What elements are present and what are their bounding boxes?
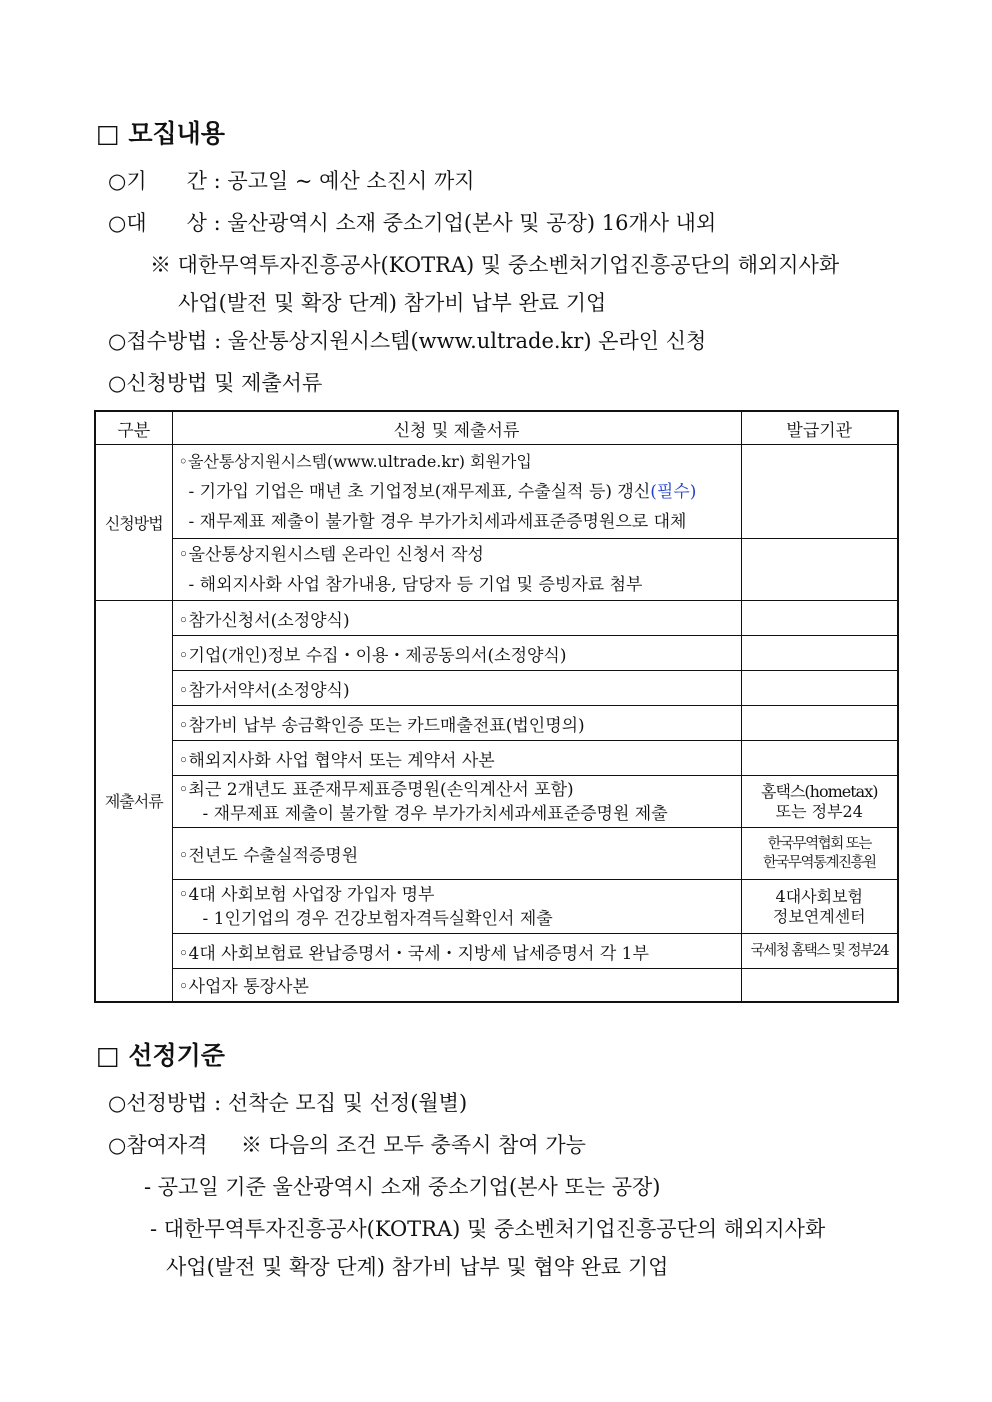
target-line: ○대 상 : 울산광역시 소재 중소기업(본사 및 공장) 16개사 내외: [108, 211, 717, 235]
apply-row-online: ◦울산통상지원시스템 온라인 신청서 작성: [178, 544, 484, 565]
header-documents: 신청 및 제출서류: [172, 411, 741, 445]
issuer-4insure-center: 정보연계센터: [772, 906, 866, 926]
note-line-1: ※ 대한무역투자진흥공사(KOTRA) 및 중소벤처기업진흥공단의 해외지사화: [150, 253, 840, 277]
submit-issuer-4: [741, 706, 898, 741]
apply-row-attach: - 해외지사화 사업 참가내용, 담당자 등 기업 및 증빙자료 첨부: [188, 574, 643, 595]
header-issuer: 발급기관: [741, 411, 898, 445]
section-criteria-title: □ 선정기준: [96, 1041, 225, 1070]
submit-issuer-export: [741, 828, 898, 880]
submit-issuer-tax: 국세청 홈택스 및 정부24: [741, 934, 898, 969]
apply-row-replace: - 재무제표 제출이 불가할 경우 부가가치세과세표준증명원으로 대체: [188, 511, 687, 532]
issuer-kita: 한국무역협회 또는: [767, 835, 871, 852]
submit-row-application: ◦참가신청서(소정양식): [172, 601, 741, 636]
apply-row-register: ◦울산통상지원시스템(www.ultrade.kr) 회원가입: [178, 451, 532, 471]
period-line: ○기 간 : 공고일 ~ 예산 소진시 까지: [108, 169, 475, 193]
header-category: 구분: [95, 411, 172, 445]
submit-row-tax: ◦4대 사회보험료 완납증명서・국세・지방세 납세증명서 각 1부: [172, 934, 741, 969]
submit-issuer-5: [741, 741, 898, 776]
submit-row-financial-alt: - 재무제표 제출이 불가할 경우 부가가치세과세표준증명원 제출: [202, 803, 668, 824]
selection-method-line: ○선정방법 : 선착순 모집 및 선정(월별): [108, 1091, 468, 1115]
submit-issuer-2: [741, 636, 898, 671]
submit-row-insurance-alt: - 1인기업의 경우 건강보험자격득실확인서 제출: [202, 908, 553, 929]
submit-row-bankbook: ◦사업자 통장사본: [172, 969, 741, 1002]
submit-row-agreement: ◦해외지사화 사업 협약서 또는 계약서 사본: [172, 741, 741, 776]
section-recruit-title: □ 모집내용: [96, 119, 225, 148]
submit-row-export: ◦전년도 수출실적증명원: [172, 828, 741, 880]
docs-heading-line: ○신청방법 및 제출서류: [108, 371, 323, 395]
submit-row-financial: ◦최근 2개년도 표준재무제표증명원(손익계산서 포함): [178, 779, 574, 800]
apply-issuer-2: [741, 539, 898, 601]
submit-cell-insurance: [172, 880, 741, 934]
condition-2-line-2: 사업(발전 및 확장 단계) 참가비 납부 및 협약 완료 기업: [166, 1255, 669, 1279]
submit-issuer-insurance: [741, 880, 898, 934]
condition-1-line: - 공고일 기준 울산광역시 소재 중소기업(본사 또는 공장): [144, 1175, 661, 1199]
submit-issuer-financial: [741, 776, 898, 828]
group-apply-label: 신청방법: [95, 445, 172, 601]
issuer-4insure: 4대사회보험: [775, 886, 863, 906]
documents-table: [94, 410, 899, 1003]
issuer-ktspi: 한국무역통계진흥원: [762, 854, 876, 871]
submit-row-pledge: ◦참가서약서(소정양식): [172, 671, 741, 706]
apply-issuer-1: [741, 445, 898, 539]
submit-issuer-10: [741, 969, 898, 1002]
submit-cell-financial: [172, 776, 741, 828]
submit-row-payment: ◦참가비 납부 송금확인증 또는 카드매출전표(법인명의): [172, 706, 741, 741]
apply-cell-1: [172, 445, 741, 539]
apply-cell-2: [172, 539, 741, 601]
apply-row-update: [179, 477, 735, 507]
note-line-2: 사업(발전 및 확장 단계) 참가비 납부 완료 기업: [178, 291, 607, 315]
group-submit-label: 제출서류: [95, 601, 172, 1002]
submit-issuer-1: [741, 601, 898, 636]
issuer-gov24: 또는 정부24: [775, 801, 863, 821]
condition-2-line-1: - 대한무역투자진흥공사(KOTRA) 및 중소벤처기업진흥공단의 해외지사화: [150, 1217, 826, 1241]
apply-method-line: ○접수방법 : 울산통상지원시스템(www.ultrade.kr) 온라인 신청: [108, 329, 707, 353]
required-badge: (필수): [650, 481, 697, 502]
submit-row-insurance: ◦4대 사회보험 사업장 가입자 명부: [178, 884, 435, 905]
submit-issuer-3: [741, 671, 898, 706]
apply-row-update-text: - 기가입 기업은 매년 초 기업정보(재무제표, 수출실적 등) 갱신: [188, 481, 651, 502]
eligibility-line: ○참여자격 ※ 다음의 조건 모두 충족시 참여 가능: [108, 1133, 586, 1157]
submit-row-privacy: ◦기업(개인)정보 수집・이용・제공동의서(소정양식): [172, 636, 741, 671]
issuer-hometax: 홈택스(hometax): [761, 781, 878, 801]
